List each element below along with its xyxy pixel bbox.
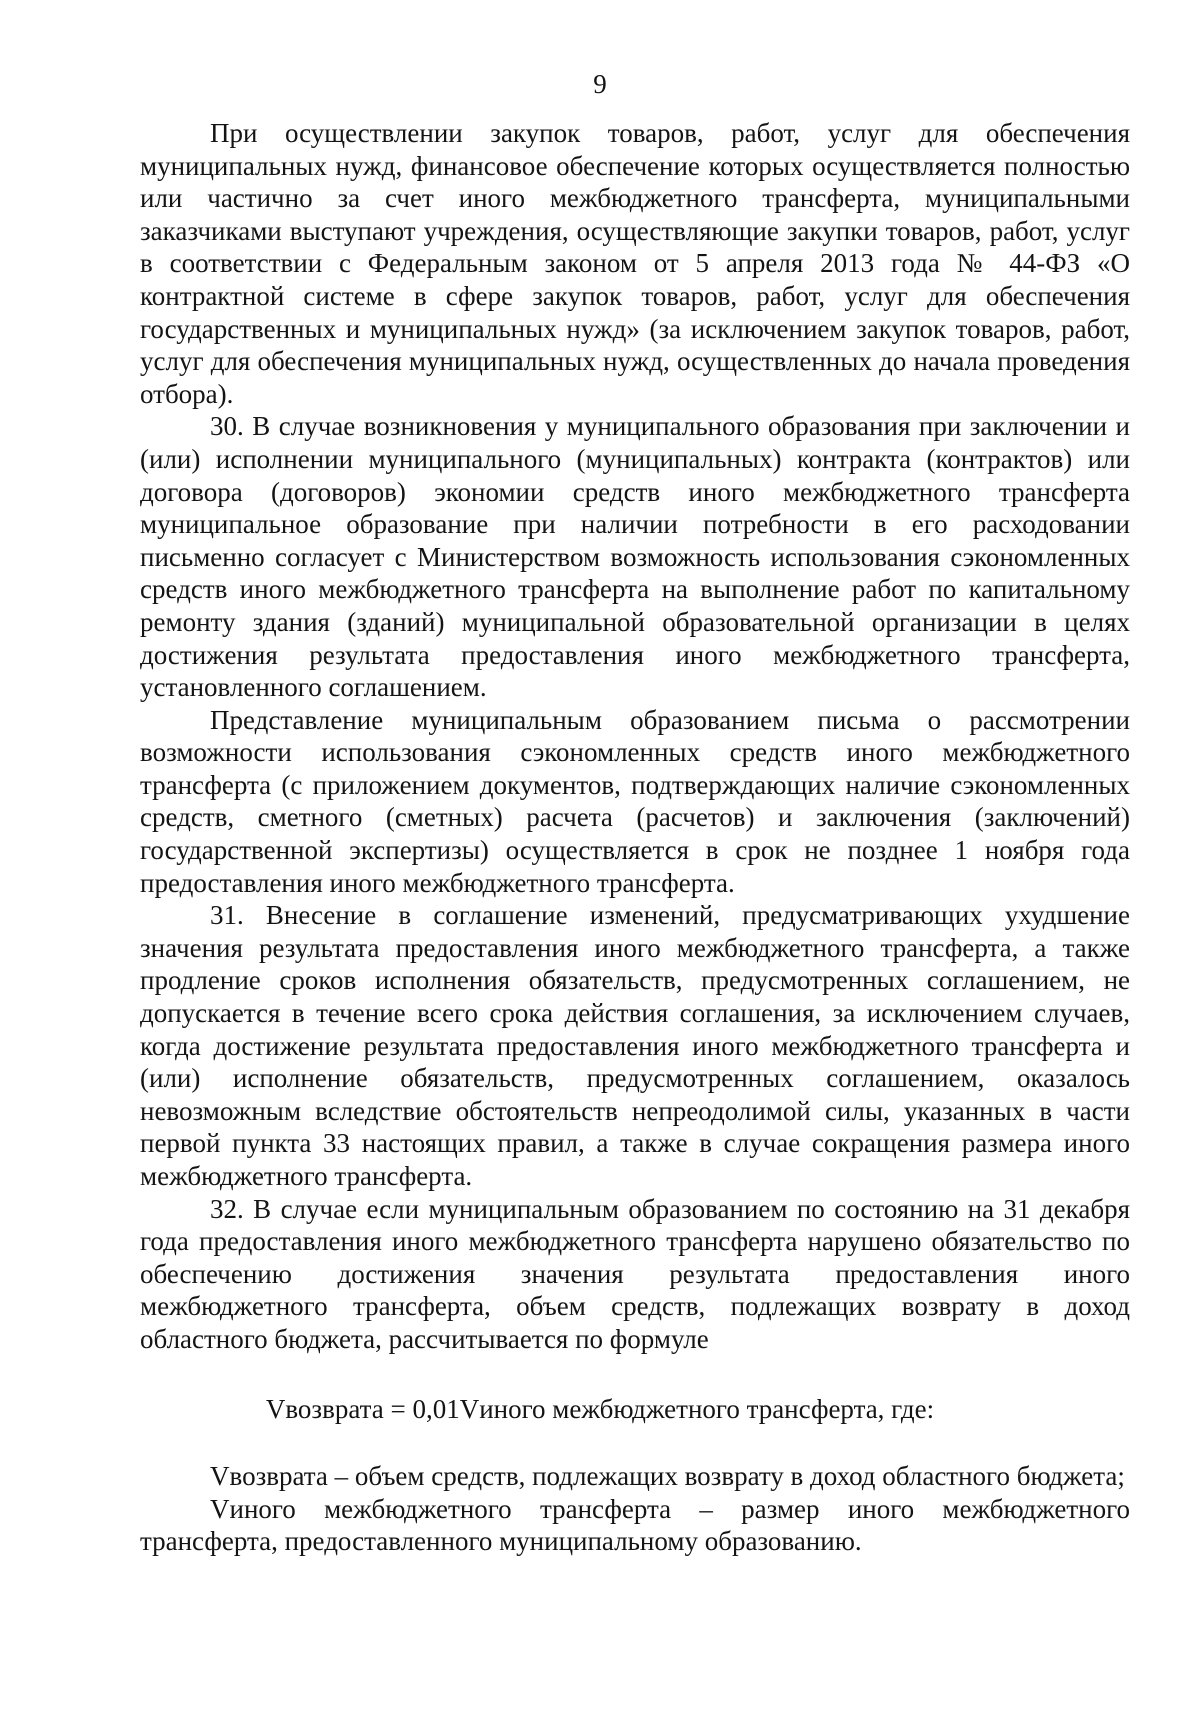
definition-v-refund: Vвозврата – объем средств, подлежащих возврату в доход областного бюджета; bbox=[210, 1461, 1125, 1491]
refund-formula: Vвозврата = 0,01Vиного межбюджетного трансферта, где: bbox=[265, 1394, 935, 1424]
paragraph-32-refund: 32. В случае если муниципальным образованием по состоянию на 31 декабря года предоставления иного межбюджетного трансферта нарушено обязательство по обеспечению достижения значения результата предоставления иного межбюджетного трансферта, объем средств, подлежащих возврату в доход областного бюджета, рассчитывается по формуле bbox=[140, 1193, 1130, 1354]
paragraph-31-amendments: 31. Внесение в соглашение изменений, предусматривающих ухудшение значения результата предоставления иного межбюджетного трансферта, а также продление сроков исполнения обязательств, предусмотренных соглашением, не допускается в течение всего срока действия соглашения, за исключением случаев, когда достижение результата предоставления иного межбюджетного трансферта и (или) исполнение обязательств, предусмотренных соглашением, оказалось невозможным вследствие обстоятельств непреодолимой силы, указанных в части первой пункта 33 настоящих правил, а также в случае сокращения размера иного межбюджетного трансферта. bbox=[140, 900, 1130, 1191]
paragraph-30-savings: 30. В случае возникновения у муниципального образования при заключении и (или) исполнении муниципального (муниципальных) контракта (контрактов) или договора (договоров) экономии средств иного межбюджетного трансферта муниципальное образование при наличии потребности в его расходовании письменно согласует с Министерством возможность использования сэкономленных средств иного межбюджетного трансферта на выполнение работ по капитальному ремонту здания (зданий) муниципальной образовательной организации в целях достижения результата предоставления иного межбюджетного трансферта, установленного соглашением. bbox=[140, 411, 1130, 703]
page-number: 9 bbox=[593, 69, 607, 99]
document-body bbox=[140, 117, 1130, 1356]
formula-definitions bbox=[140, 1460, 1130, 1558]
paragraph-procurement: При осуществлении закупок товаров, работ, услуг для обеспечения муниципальных нужд, финансовое обеспечение которых осуществляется полностью или частично за счет иного межбюджетного трансферта, муниципальными заказчиками выступают учреждения, осуществляющие закупки товаров, работ, услуг в соответствии с Федеральным законом от 5 апреля 2013 года № 44-ФЗ «О контрактной системе в сфере закупок товаров, работ, услуг для обеспечения государственных и муниципальных нужд» (за исключением закупок товаров, работ, услуг для обеспечения муниципальных нужд, осуществленных до начала проведения отбора). bbox=[140, 118, 1130, 409]
definition-v-transfer: Vиного межбюджетного трансферта – размер иного межбюджетного трансферта, предоставленного муниципальному образованию. bbox=[140, 1493, 1130, 1557]
paragraph-letter-submission: Представление муниципальным образованием письма о рассмотрении возможности использования сэкономленных средств иного межбюджетного трансферта (с приложением документов, подтверждающих наличие сэкономленных средств, сметного (сметных) расчета (расчетов) и заключения (заключений) государственной экспертизы) осуществляется в срок не позднее 1 ноября года предоставления иного межбюджетного трансферта. bbox=[140, 704, 1130, 898]
